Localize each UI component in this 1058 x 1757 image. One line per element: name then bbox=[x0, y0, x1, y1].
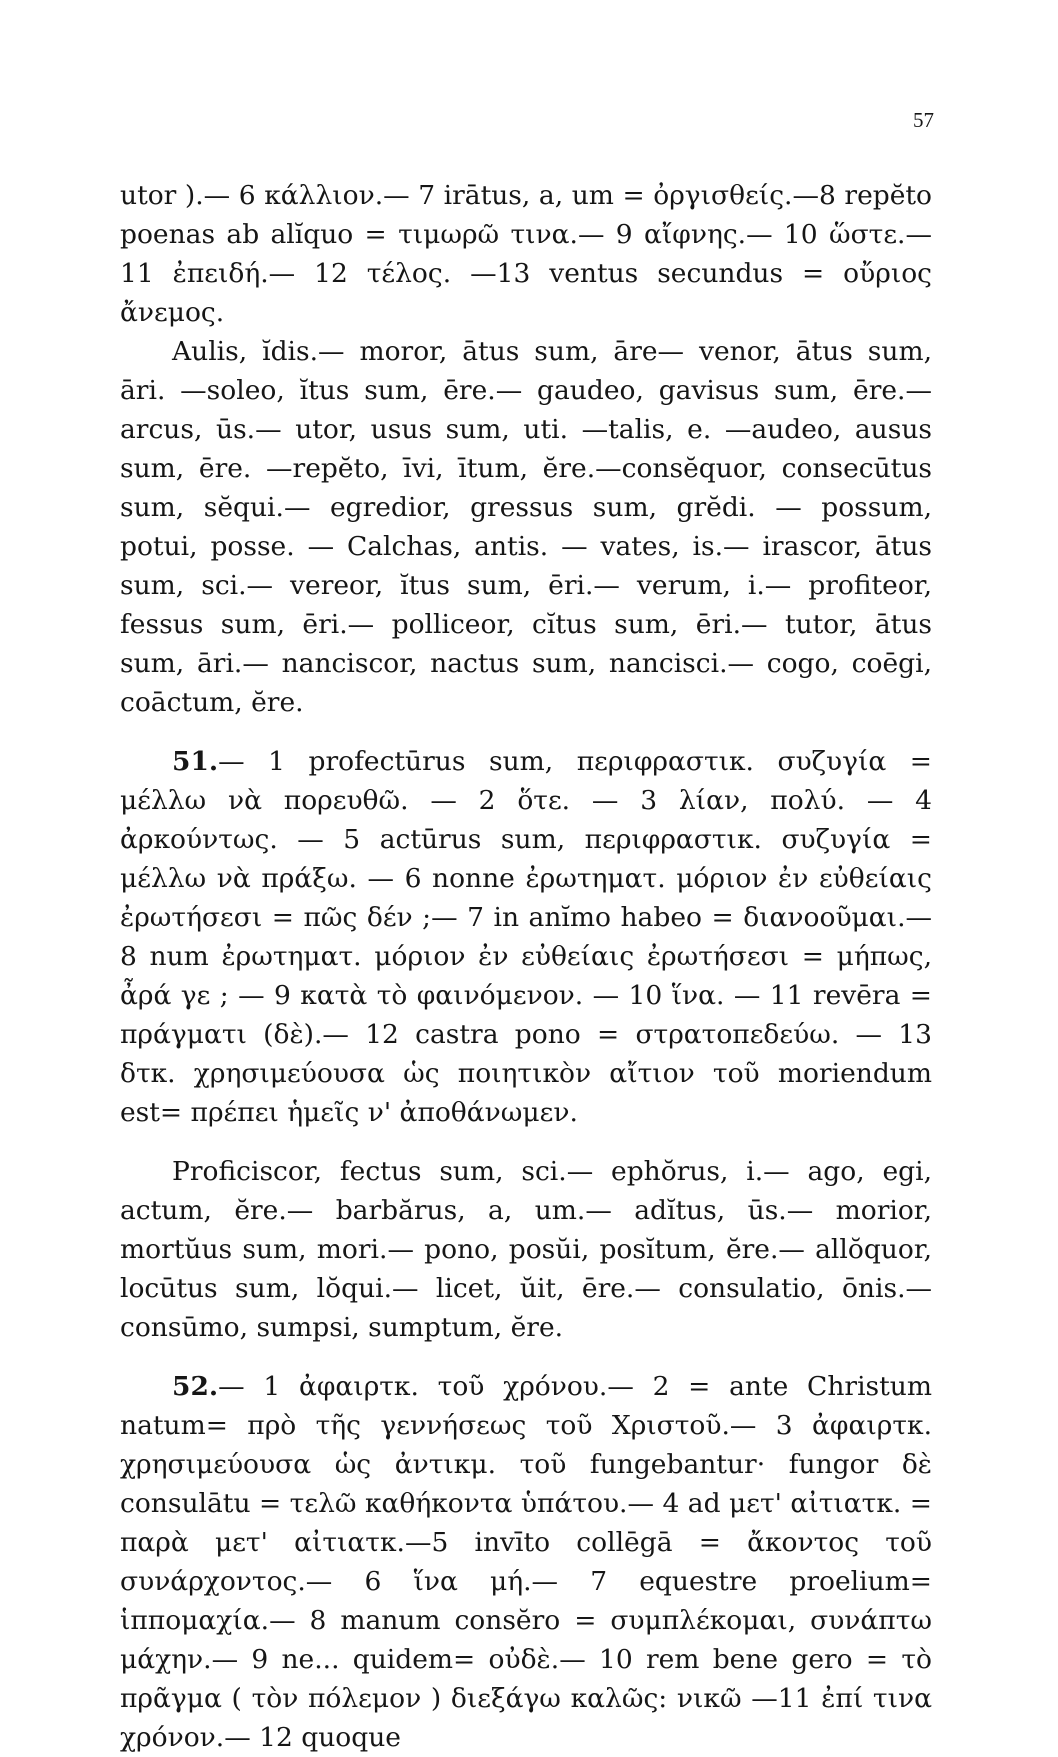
paragraph-text: utor ).— 6 κάλλιον.— 7 irātus, a, um = ὀργισθείς.—8 repĕto poenas ab alĭquo = τιμωρῶ τινα.— 9 αἴφνης.— 10 ὥστε.— 11 ἐπειδή.— 12 τέλος. —13 ventus secundus = οὔριος ἄνεμος. bbox=[120, 180, 932, 328]
paragraph-text: — 1 profectūrus sum, περιφραστικ. συζυγία = μέλλω νὰ πορευθῶ. — 2 ὅτε. — 3 λίαν, πολύ. — 4 ἀρκούντως. — 5 actūrus sum, περιφραστικ. συζυγία = μέλλω νὰ πράξω. — 6 nonne ἐρωτηματ. μόριον ἐν εὐθείαις ἐρωτήσεσι = πῶς δέν ;— 7 in anĭmo habeo = διανοοῦμαι.— 8 num ἐρωτηματ. μόριον ἐν εὐθείαις ἐρωτήσεσι = μήπως, ἆρά γε ; — 9 κατὰ τὸ φαινόμενον. — 10 ἵνα. — 11 revēra = πράγματι (δὲ).— 12 castra pono = στρατοπεδεύω. — 13 δτκ. χρησιμεύουσα ὡς ποιητικὸν αἴτιον τοῦ moriendum est= πρέπει ἡμεῖς ν' ἀποθάνωμεν. bbox=[120, 746, 932, 1128]
section-number: 51. bbox=[172, 746, 219, 777]
paragraph-section-52 bbox=[120, 1367, 932, 1757]
paragraph-text: — 1 ἀφαιρτκ. τοῦ χρόνου.— 2 = ante Christum natum= πρὸ τῆς γεννήσεως τοῦ Χριστοῦ.— 3 ἀφαιρτκ. χρησιμεύουσα ὡς ἀντικμ. τοῦ fungebantur· fungor δὲ consulātu = τελῶ καθήκοντα ὑπάτου.— 4 ad μετ' αἰτιατκ. = παρὰ μετ' αἰτιατκ.—5 invīto collēgā = ἄκοντος τοῦ συνάρχοντος.— 6 ἵνα μή.— 7 equestre proelium= ἱππομαχία.— 8 manum consĕro = συμπλέκομαι, συνάπτω μάχην.— 9 ne... quidem= οὐδὲ.— 10 rem bene gero = τὸ πρᾶγμα ( τὸν πόλεμον ) διεξάγω καλῶς: νικῶ —11 ἐπί τινα χρόνον.— 12 quoque bbox=[120, 1371, 932, 1753]
paragraph-text: Proficiscor, fectus sum, sci.— ephŏrus, i.— ago, egi, actum, ĕre.— barbărus, a, um.— adĭtus, ūs.— morior, mortŭus sum, mori.— pono, posŭi, posĭtum, ĕre.— allŏquor, locūtus sum, lŏqui.— licet, ŭit, ēre.— consulatio, ōnis.— consūmo, sumpsi, sumptum, ĕre. bbox=[120, 1156, 932, 1343]
page-number: 57 bbox=[913, 108, 934, 132]
paragraph-continuation bbox=[120, 176, 932, 332]
section-number: 52. bbox=[172, 1371, 219, 1402]
paragraph-text: Aulis, ĭdis.— moror, ātus sum, āre— venor, ātus sum, āri. —soleo, ĭtus sum, ēre.— gaudeo, gavisus sum, ēre.— arcus, ūs.— utor, usus sum, uti. —talis, e. —audeo, ausus sum, ēre. —repĕto, īvi, ītum, ĕre.—consĕquor, consecūtus sum, sĕqui.— egredior, gressus sum, grĕdi. — possum, potui, posse. — Calchas, antis. — vates, is.— irascor, ātus sum, sci.— vereor, ĭtus sum, ēri.— verum, i.— profiteor, fessus sum, ēri.— polliceor, cĭtus sum, ēri.— tutor, ātus sum, āri.— nanciscor, nactus sum, nancisci.— cogo, coēgi, coāctum, ĕre. bbox=[120, 336, 932, 718]
paragraph-section-51 bbox=[120, 742, 932, 1132]
page-body bbox=[120, 176, 932, 1757]
paragraph-vocabulary-50 bbox=[120, 332, 932, 722]
paragraph-vocabulary-51 bbox=[120, 1152, 932, 1347]
